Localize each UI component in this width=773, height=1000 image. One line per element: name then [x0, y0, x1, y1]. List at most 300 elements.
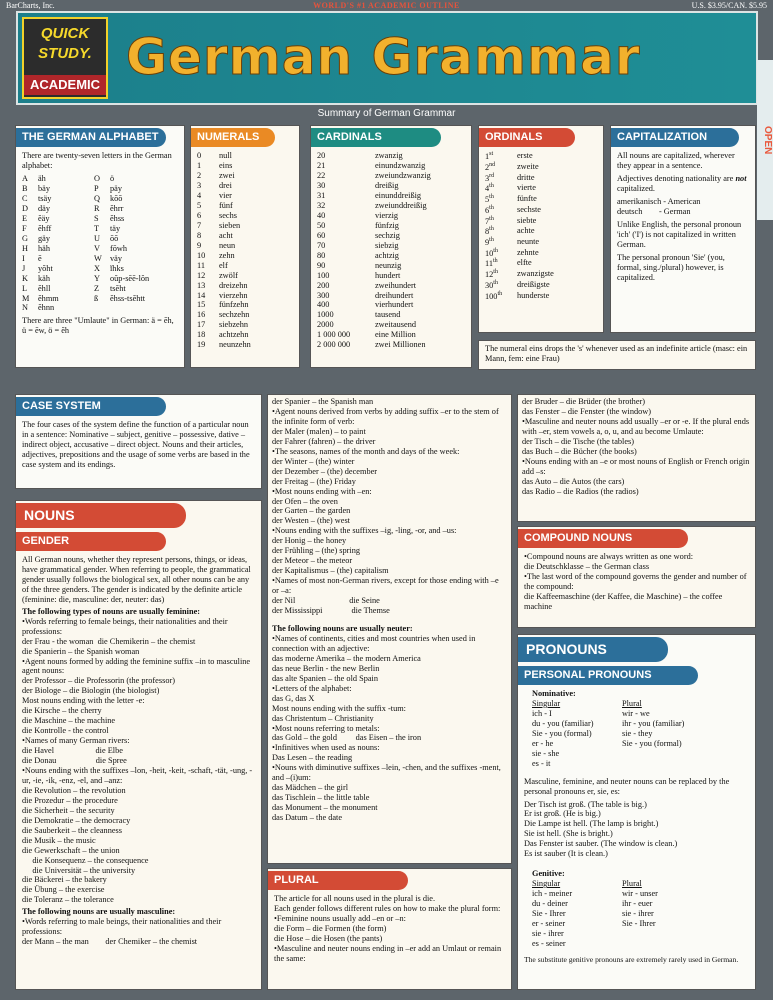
- nouns-heading: NOUNS: [16, 503, 186, 528]
- nominative-row-sing: er - he: [532, 738, 554, 748]
- nouns-line: das Christentum – Christianity: [272, 713, 374, 723]
- alphabet-cell: U: [94, 233, 100, 243]
- cardinal-digit: 300: [317, 290, 330, 300]
- cardinal-digit: 1000: [317, 310, 334, 320]
- ordinal-suffix: th: [489, 183, 494, 190]
- numeral-digit: 2: [197, 171, 202, 181]
- alphabet-cell: I: [22, 253, 25, 263]
- cardinal-digit: 40: [317, 210, 326, 220]
- numeral-word: zwei: [219, 171, 235, 181]
- ordinal-word: zehnte: [517, 247, 539, 257]
- tagline: WORLD'S #1 ACADEMIC OUTLINE: [313, 1, 460, 10]
- numeral-row: [197, 340, 293, 350]
- nouns-line: der Fahrer (fahren) – the driver: [272, 436, 376, 446]
- numeral-word: zwölf: [219, 270, 238, 280]
- alphabet-row: [22, 254, 178, 264]
- numeral-word: vier: [219, 191, 232, 200]
- nouns-line: der Biologe – die Biologin (the biologist): [22, 686, 160, 696]
- nouns-line: das G, das X: [272, 693, 315, 703]
- nouns-line: der Nil die Seine: [272, 596, 380, 606]
- nouns-line: •Agent nouns derived from verbs by adding suffix –er to the stem of the infinite form of verb:: [272, 406, 501, 426]
- nominative-row-plur: sie - they: [622, 728, 653, 738]
- cap-text-1: All nouns are capitalized, wherever they appear in a sentence.: [617, 151, 735, 171]
- cardinal-row: [317, 221, 465, 231]
- nouns-line: die Toleranz – the tolerance: [22, 895, 114, 905]
- nominative-row: [532, 719, 749, 729]
- cardinal-row: [317, 201, 465, 211]
- plural-label-2: Plural: [622, 879, 642, 889]
- numeral-digit: 12: [197, 270, 206, 280]
- ordinal-suffix: th: [493, 269, 498, 276]
- alphabet-cell: A: [22, 174, 28, 184]
- alphabet-panel: [15, 125, 185, 368]
- ordinal-suffix: th: [493, 258, 498, 265]
- ordinal-word: elfte: [517, 258, 532, 268]
- cardinal-word: zweitausend: [375, 320, 417, 330]
- nouns-line: das Mädchen – the girl: [272, 783, 349, 793]
- genitive-row-sing: es - seiner: [532, 938, 566, 948]
- plural-line: •Masculine and neuter nouns add usually –er or -e. If the plural ends with –er, stem vowels a, o, u, and au become Umlaute:: [522, 416, 752, 436]
- alphabet-cell: gäy: [38, 233, 50, 243]
- cardinal-word: zweiundzwanzig: [375, 171, 431, 181]
- cardinal-row: [317, 320, 465, 330]
- numeral-word: sechzehn: [219, 310, 250, 320]
- cardinal-row: [317, 181, 465, 191]
- compound-heading: COMPOUND NOUNS: [518, 529, 688, 548]
- cardinal-digit: 90: [317, 260, 326, 270]
- cardinal-word: fünfzig: [375, 220, 399, 230]
- personal-pronouns-heading: PERSONAL PRONOUNS: [518, 666, 698, 685]
- pronoun-examples: [524, 800, 749, 860]
- alphabet-cell: päy: [110, 184, 122, 194]
- alphabet-intro: There are twenty-seven letters in the German alphabet:: [22, 151, 172, 171]
- nominative-row: [532, 739, 749, 749]
- alphabet-row: [22, 244, 178, 254]
- alphabet-cell: T: [94, 223, 100, 233]
- nominative-row: [532, 749, 749, 759]
- numeral-digit: 19: [197, 340, 206, 350]
- genitive-row: [532, 889, 749, 899]
- numeral-word: drei: [219, 181, 232, 191]
- nominative-row-sing: Sie - you (formal): [532, 728, 592, 738]
- plural-line: •Feminine nouns usually add –en or –n:: [274, 914, 406, 924]
- alphabet-cell: bäy: [38, 184, 50, 194]
- genitive-row-sing: ich - meiner: [532, 889, 573, 899]
- nominative-row: [532, 759, 749, 769]
- numeral-word: fünf: [219, 200, 233, 210]
- pronoun-example: Der Tisch ist groß. (The table is big.): [524, 799, 647, 809]
- numeral-row: [197, 211, 293, 221]
- nouns-line: der Dezember – (the) december: [272, 466, 378, 476]
- ordinal-word: dritte: [517, 172, 535, 182]
- numeral-word: fünfzehn: [219, 300, 249, 310]
- genitive-row-sing: du - deiner: [532, 899, 568, 909]
- pronouns-panel: [517, 634, 756, 990]
- cardinal-word: zwanzig: [375, 151, 403, 161]
- nouns-line: •Infinitives when used as nouns:: [272, 743, 380, 753]
- genitive-row-plur: sie - ihrer: [622, 909, 654, 919]
- capitalization-panel: [610, 125, 756, 333]
- alphabet-row: [22, 204, 178, 214]
- ordinal-suffix: th: [493, 247, 498, 254]
- ordinal-row: [485, 269, 597, 280]
- pronoun-example: Die Lampe ist hell. (The lamp is bright.): [524, 819, 659, 829]
- plural-line: der Tisch – die Tische (the tables): [522, 436, 635, 446]
- plural-line: das Fenster – die Fenster (the window): [522, 406, 652, 416]
- ordinal-row: [485, 173, 597, 184]
- compound-list: [518, 552, 755, 612]
- numeral-digit: 0: [197, 151, 202, 161]
- nouns-line: •Letters of the alphabet:: [272, 683, 352, 693]
- ordinal-digit: 9th: [485, 236, 494, 247]
- alphabet-cell: ĕhss-tsĕhtt: [110, 293, 146, 303]
- cap-example-2: deutsch - German: [617, 206, 691, 216]
- numeral-digit: 6: [197, 210, 202, 220]
- numeral-digit: 17: [197, 320, 206, 330]
- nouns-col-2: [272, 397, 507, 823]
- nouns-line: das Gold – the gold das Eisen – the iron: [272, 733, 422, 743]
- nouns-line: die Sauberkeit – the cleanness: [22, 825, 122, 835]
- alphabet-cell: kōō: [110, 194, 123, 203]
- nominative-row-sing: ich - I: [532, 708, 552, 718]
- cardinal-word: vierzig: [375, 210, 399, 220]
- ordinal-row: [485, 237, 597, 248]
- alphabet-cell: ĕhff: [38, 223, 52, 233]
- nouns-line: das alte Spanien – the old Spain: [272, 673, 378, 683]
- nouns-line: The following nouns are usually neuter:: [272, 623, 413, 633]
- alphabet-cell: Q: [94, 194, 100, 203]
- numeral-row: [197, 181, 293, 191]
- plural-line: •Nouns ending with an –e or most nouns of English or French origin add –s:: [522, 456, 752, 476]
- numeral-word: neunzehn: [219, 340, 251, 350]
- nouns-line: der Frau - the woman die Chemikerin – the chemist: [22, 636, 196, 646]
- numeral-word: neun: [219, 240, 236, 250]
- genitive-row: [532, 919, 749, 929]
- ordinal-suffix: th: [497, 290, 503, 297]
- alphabet-cell: L: [22, 283, 28, 293]
- cardinals-panel: [310, 125, 472, 368]
- alphabet-row: [22, 284, 178, 294]
- nouns-line: die Maschine – the machine: [22, 716, 116, 726]
- genitive-row-sing: Sie - Ihrer: [532, 909, 566, 919]
- ordinal-row: [485, 226, 597, 237]
- alphabet-cell: F: [22, 223, 27, 233]
- cap-text-2a: Adjectives denoting nationality are: [617, 174, 736, 184]
- alphabet-row: [22, 264, 178, 274]
- numeral-row: [197, 291, 293, 301]
- alphabet-cell: D: [22, 203, 28, 213]
- numeral-digit: 14: [197, 290, 206, 300]
- nouns-line: die Revolution – the revolution: [22, 785, 126, 795]
- cardinal-word: zwei Millionen: [375, 340, 426, 350]
- nouns-line: der Westen – (the) west: [272, 516, 350, 526]
- cardinal-row: [317, 231, 465, 241]
- numerals-panel: [190, 125, 300, 368]
- cap-example-1: amerikanisch - American: [617, 197, 701, 206]
- ordinal-row: [485, 205, 597, 216]
- gender-heading: GENDER: [16, 532, 166, 551]
- plural-line: die Hose – die Hosen (the pants): [274, 934, 383, 943]
- compound-line: die Deutschklasse – the German class: [524, 562, 650, 572]
- ordinal-digit: 7th: [485, 215, 494, 226]
- cardinal-word: dreißig: [375, 181, 399, 191]
- cardinal-digit: 32: [317, 200, 326, 210]
- alphabet-cell: yŏht: [38, 263, 53, 273]
- genitive-row-sing: er - seiner: [532, 919, 566, 928]
- numeral-row: [197, 330, 293, 340]
- alphabet-cell: ö: [110, 174, 115, 184]
- nouns-line: die Prozedur – the procedure: [22, 795, 118, 805]
- cardinal-word: achtzig: [375, 250, 399, 260]
- alphabet-cell: V: [94, 243, 100, 253]
- alphabet-cell: ĕhmm: [38, 293, 59, 303]
- ordinal-word: achte: [517, 226, 535, 236]
- cardinal-digit: 400: [317, 300, 330, 310]
- numeral-digit: 4: [197, 191, 202, 200]
- ordinal-row: [485, 248, 597, 259]
- genitive-table: [524, 889, 749, 949]
- ordinal-digit: 12th: [485, 269, 498, 279]
- alphabet-cell: häh: [38, 243, 50, 253]
- alphabet-row: [22, 274, 178, 284]
- cardinal-row: [317, 310, 465, 320]
- ordinal-digit: 30th: [485, 279, 498, 290]
- ordinals-panel: [478, 125, 604, 333]
- case-panel: [15, 394, 262, 489]
- alphabet-cell: H: [22, 243, 28, 253]
- alphabet-cell: Z: [94, 283, 100, 293]
- nouns-line: der Kapitalismus – (the) capitalism: [272, 566, 389, 576]
- ordinal-digit: 8th: [485, 226, 494, 236]
- cardinal-row: [317, 161, 465, 171]
- cardinal-row: [317, 330, 465, 340]
- pronoun-example: Das Fenster ist sauber. (The window is clean.): [524, 839, 678, 849]
- nouns-line: der Frühling – (the) spring: [272, 546, 361, 556]
- nouns-line: der Garten – the garden: [272, 506, 351, 516]
- nouns-line: die Kirsche – the cherry: [22, 706, 102, 716]
- nouns-line: die Sicherheit – the security: [22, 805, 115, 815]
- alphabet-cell: ß: [94, 293, 99, 303]
- alphabet-row: [22, 234, 178, 244]
- nominative-row-plur: Sie - you (formal): [622, 738, 682, 748]
- cardinal-word: einunddreißig: [375, 191, 422, 200]
- cardinal-digit: 22: [317, 171, 326, 181]
- alphabet-cell: tsäy: [38, 194, 52, 203]
- ordinal-row: [485, 194, 597, 205]
- compound-line: •Compound nouns are always written as one word:: [524, 552, 694, 562]
- alphabet-cell: väy: [110, 253, 122, 263]
- page-title: German Grammar: [126, 28, 641, 86]
- plural-cont: [522, 397, 751, 497]
- cardinal-digit: 21: [317, 161, 326, 171]
- alphabet-cell: O: [94, 174, 100, 184]
- alphabet-cell: P: [94, 184, 99, 194]
- plural-cont-panel: [517, 394, 756, 522]
- numeral-digit: 13: [197, 280, 206, 290]
- alphabet-cell: N: [22, 303, 28, 313]
- nouns-line: •Nouns ending with the suffixes –ig, -ling, -or, and –us:: [272, 526, 457, 536]
- alphabet-cell: K: [22, 273, 28, 283]
- nouns-line: die Spanierin – the Spanish woman: [22, 646, 140, 656]
- cardinal-row: [317, 300, 465, 310]
- plural-line: The article for all nouns used in the plural is die.: [274, 894, 436, 904]
- ordinals-list: [479, 151, 603, 301]
- numeral-digit: 11: [197, 260, 205, 270]
- price: U.S. $3.95/CAN. $5.95: [691, 1, 767, 10]
- genitive-row: [532, 899, 749, 909]
- ordinal-suffix: th: [489, 204, 494, 211]
- cardinal-row: [317, 271, 465, 281]
- nouns-line: die Konsequenz – the consequence: [22, 855, 149, 865]
- numeral-word: null: [219, 151, 232, 161]
- alphabet-cell: C: [22, 194, 28, 203]
- nouns-line: die Übung – the exercise: [22, 885, 105, 895]
- ordinal-row: [485, 162, 597, 173]
- capitalization-heading: CAPITALIZATION: [611, 128, 739, 147]
- open-tab[interactable]: OPEN: [757, 60, 773, 220]
- compound-line: •The last word of the compound governs the gender and number of the compound:: [524, 572, 749, 592]
- numeral-digit: 9: [197, 240, 202, 250]
- alphabet-cell: E: [22, 213, 28, 223]
- nouns-line: •Names of continents, cities and most countries when used in connection with an adjective:: [272, 633, 478, 653]
- alphabet-cell: M: [22, 293, 30, 303]
- numeral-row: [197, 261, 293, 271]
- alphabet-heading: THE GERMAN ALPHABET: [16, 128, 166, 147]
- numeral-digit: 3: [197, 181, 202, 191]
- ordinal-word: dreißigste: [517, 279, 550, 289]
- ordinal-word: siebte: [517, 215, 537, 225]
- singular-label-2: Singular: [532, 879, 561, 889]
- cardinal-word: vierhundert: [375, 300, 414, 310]
- nominative-row-sing: es - it: [532, 758, 551, 768]
- ordinal-suffix: th: [489, 215, 494, 222]
- ordinal-row: [485, 151, 597, 162]
- cardinal-word: eine Million: [375, 330, 416, 340]
- numeral-row: [197, 281, 293, 291]
- pronouns-heading: PRONOUNS: [518, 637, 668, 662]
- alphabet-cell: R: [94, 203, 100, 213]
- ordinal-digit: 5th: [485, 194, 494, 204]
- numeral-digit: 18: [197, 330, 206, 340]
- genitive-row-plur: ihr - euer: [622, 899, 653, 909]
- cardinals-list: [311, 151, 471, 350]
- ordinal-word: fünfte: [517, 194, 537, 204]
- alphabet-cell: äh: [38, 174, 46, 184]
- alphabet-row: [22, 174, 178, 184]
- pronoun-example: Er ist groß. (He is big.): [524, 809, 601, 819]
- ordinals-heading: ORDINALS: [479, 128, 575, 147]
- plural-list: [268, 894, 511, 964]
- nouns-line: der Spanier – the Spanish man: [272, 397, 374, 406]
- cap-text-6: The personal pronoun 'Sie' (you, formal, sing./plural) however, is capitalized.: [617, 252, 725, 282]
- cardinal-digit: 20: [317, 151, 326, 161]
- ordinal-digit: 1st: [485, 151, 494, 161]
- ordinal-suffix: st: [489, 151, 494, 158]
- nouns-line: der Winter – (the) winter: [272, 456, 355, 466]
- ordinal-suffix: rd: [489, 172, 495, 179]
- cardinal-row: [317, 151, 465, 161]
- cardinal-row: [317, 171, 465, 181]
- ordinal-digit: 4th: [485, 183, 494, 194]
- cardinal-digit: 70: [317, 240, 326, 250]
- nouns-line: The following types of nouns are usually feminine:: [22, 606, 201, 616]
- alphabet-table: [22, 174, 178, 313]
- plural-line: das Auto – die Autos (the cars): [522, 476, 625, 486]
- numeral-row: [197, 251, 293, 261]
- cardinal-row: [317, 251, 465, 261]
- alphabet-cell: ōō: [110, 233, 119, 243]
- numeral-row: [197, 241, 293, 251]
- ordinal-suffix: th: [489, 236, 494, 243]
- ordinal-word: vierte: [517, 183, 536, 193]
- compound-line: die Kaffeemaschine (der Kaffee, die Maschine) – the coffee machine: [524, 592, 725, 611]
- genitive-row-plur: wir - unser: [622, 889, 658, 899]
- nouns-line: der Mississippi die Themse: [272, 606, 390, 616]
- nouns-line: die Universität – the university: [22, 865, 136, 875]
- nominative-row-plur: wir - we: [622, 708, 650, 718]
- nouns-line: •Nouns with diminutive suffixes –lein, -chen, and the suffixes -ment, and –(i)um:: [272, 763, 503, 783]
- nouns-line: Das Lesen – the reading: [272, 753, 353, 763]
- eins-note: The numeral eins drops the 's' whenever used as an indefinite article (masc: ein Mann, fem: eine Frau): [478, 340, 756, 370]
- nouns-line: der Professor – die Professorin (the professor): [22, 676, 175, 686]
- plural-line: Each gender follows different rules on how to make the plural form:: [274, 904, 501, 914]
- numeral-word: elf: [219, 260, 228, 270]
- nouns-line: die Havel die Elbe: [22, 746, 123, 756]
- cardinal-row: [317, 211, 465, 221]
- nouns-line: das moderne Amerika – the modern America: [272, 653, 421, 663]
- cardinal-row: [317, 281, 465, 291]
- numeral-word: sieben: [219, 220, 241, 230]
- alphabet-cell: B: [22, 184, 28, 194]
- ordinal-row: [485, 258, 597, 269]
- nouns-line: der Meteor – the meteor: [272, 556, 353, 566]
- nouns-line: •Nouns ending with the suffixes –lon, -heit, -keit, -schaft, -tät, -ung, -ur, -ie, -ik, -enz, -el, and –anz:: [22, 766, 253, 785]
- plural-line: die Form – die Formen (the form): [274, 924, 387, 934]
- alphabet-row: [22, 224, 178, 234]
- nouns-line: die Kontrolle - the control: [22, 726, 109, 736]
- alphabet-row: [22, 303, 178, 313]
- nouns-line: die Musik – the music: [22, 835, 96, 845]
- cardinal-digit: 1 000 000: [317, 330, 351, 340]
- nouns-line: das Datum – the date: [272, 813, 343, 823]
- genitive-label: Genitive:: [532, 869, 565, 879]
- replace-text: Masculine, feminine, and neuter nouns can be replaced by the personal pronouns er, sie, es:: [524, 776, 730, 796]
- numeral-digit: 10: [197, 250, 206, 260]
- compound-panel: [517, 526, 756, 628]
- nouns-line: •Agent nouns formed by adding the feminine suffix –in to masculine agent nouns:: [22, 656, 253, 676]
- ordinal-suffix: th: [489, 194, 494, 201]
- ordinal-digit: 11th: [485, 258, 498, 269]
- cardinal-word: neunzig: [375, 260, 402, 270]
- logo-academic: ACADEMIC: [24, 75, 106, 95]
- numerals-list: [191, 151, 299, 350]
- numeral-row: [197, 201, 293, 211]
- cap-text-5: Unlike English, the personal pronoun 'ich' ('I') is not capitalized in written German.: [617, 219, 742, 249]
- nominative-row: [532, 709, 749, 719]
- alphabet-cell: ĕhll: [38, 283, 51, 293]
- nouns-line: Most nouns ending with the suffix -tum:: [272, 703, 406, 713]
- nouns-line: •Words referring to male beings, their nationalities and their professions:: [22, 917, 224, 937]
- nouns-line: der Ofen – the oven: [272, 496, 338, 506]
- ordinal-word: neunte: [517, 236, 540, 246]
- cardinal-digit: 2000: [317, 320, 334, 330]
- cardinal-word: sechzig: [375, 230, 400, 240]
- cardinals-heading: CARDINALS: [311, 128, 441, 147]
- cardinal-digit: 200: [317, 280, 330, 290]
- pronoun-example: Sie ist hell. (She is bright.): [524, 829, 613, 839]
- plural-line: der Bruder – die Brüder (the brother): [522, 397, 646, 406]
- nouns-line: die Gewerkschaft – the union: [22, 845, 120, 855]
